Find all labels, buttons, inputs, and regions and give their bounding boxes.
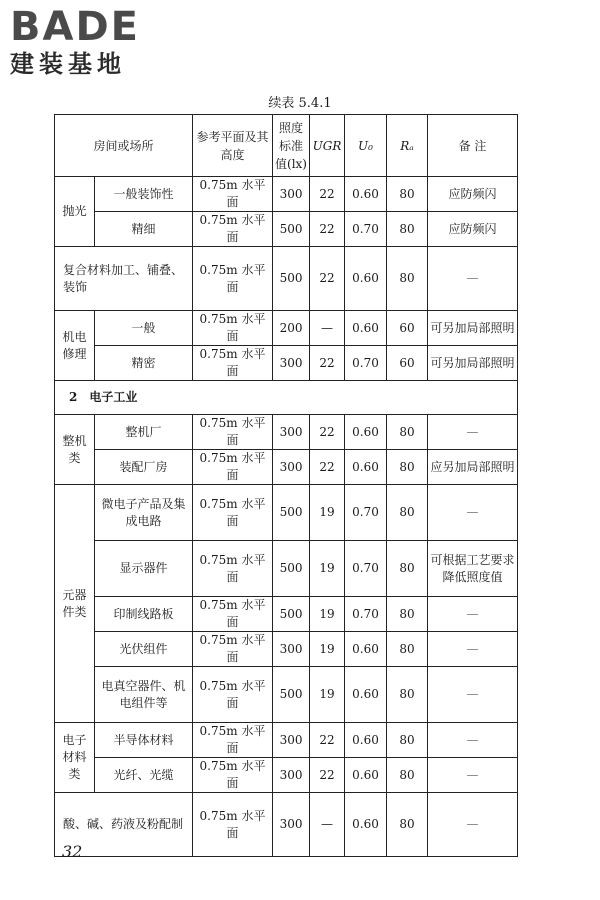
ra-cell: 60 xyxy=(387,346,428,381)
logo-brand: BADE xyxy=(10,4,140,50)
lux-cell: 300 xyxy=(273,415,310,450)
room-name: 一般装饰性 xyxy=(95,177,193,212)
table-row xyxy=(55,758,518,793)
plane-cell: 0.75m 水平面 xyxy=(193,346,273,381)
lux-cell: 200 xyxy=(273,311,310,346)
lux-cell: 300 xyxy=(273,793,310,857)
table-row xyxy=(55,346,518,381)
group-cell: 机电修理 xyxy=(55,311,95,381)
header-room: 房间或场所 xyxy=(55,115,193,177)
room-name: 装配厂房 xyxy=(95,450,193,485)
plane-cell: 0.75m 水平面 xyxy=(193,212,273,247)
plane-cell: 0.75m 水平面 xyxy=(193,311,273,346)
table-row xyxy=(55,450,518,485)
u0-cell: 0.60 xyxy=(345,247,387,311)
room-name: 一般 xyxy=(95,311,193,346)
u0-cell: 0.60 xyxy=(345,667,387,723)
room-name: 复合材料加工、铺叠、装饰 xyxy=(55,247,193,311)
u0-cell: 0.60 xyxy=(345,177,387,212)
plane-cell: 0.75m 水平面 xyxy=(193,247,273,311)
room-name: 印制线路板 xyxy=(95,597,193,632)
lux-cell: 500 xyxy=(273,485,310,541)
u0-cell: 0.70 xyxy=(345,346,387,381)
note-cell: 应防频闪 xyxy=(428,177,518,212)
room-name: 电真空器件、机电组件等 xyxy=(95,667,193,723)
u0-cell: 0.70 xyxy=(345,541,387,597)
ra-cell: 80 xyxy=(387,758,428,793)
ugr-cell: 22 xyxy=(310,758,345,793)
u0-cell: 0.60 xyxy=(345,758,387,793)
lux-cell: 300 xyxy=(273,450,310,485)
ugr-cell: — xyxy=(310,793,345,857)
lux-cell: 300 xyxy=(273,177,310,212)
note-cell: — xyxy=(428,758,518,793)
table-row xyxy=(55,632,518,667)
room-name: 光纤、光缆 xyxy=(95,758,193,793)
note-cell: — xyxy=(428,632,518,667)
note-cell: 应防频闪 xyxy=(428,212,518,247)
ra-cell: 80 xyxy=(387,541,428,597)
u0-cell: 0.70 xyxy=(345,485,387,541)
table-row xyxy=(55,541,518,597)
ra-cell: 80 xyxy=(387,247,428,311)
plane-cell: 0.75m 水平面 xyxy=(193,450,273,485)
lux-cell: 300 xyxy=(273,632,310,667)
u0-cell: 0.70 xyxy=(345,597,387,632)
plane-cell: 0.75m 水平面 xyxy=(193,667,273,723)
group-cell: 整机类 xyxy=(55,415,95,485)
room-name: 微电子产品及集成电路 xyxy=(95,485,193,541)
plane-cell: 0.75m 水平面 xyxy=(193,415,273,450)
table-row xyxy=(55,667,518,723)
plane-cell: 0.75m 水平面 xyxy=(193,793,273,857)
plane-cell: 0.75m 水平面 xyxy=(193,541,273,597)
table-caption: 续表 5.4.1 xyxy=(268,96,332,111)
table-row xyxy=(55,485,518,541)
ugr-cell: — xyxy=(310,311,345,346)
ugr-cell: 22 xyxy=(310,212,345,247)
plane-cell: 0.75m 水平面 xyxy=(193,723,273,758)
header-ugr: UGR xyxy=(310,115,345,177)
u0-cell: 0.60 xyxy=(345,723,387,758)
header-row xyxy=(55,115,518,177)
lux-cell: 500 xyxy=(273,247,310,311)
table-row xyxy=(55,247,518,311)
section-row xyxy=(55,381,518,415)
room-name: 酸、碱、药液及粉配制 xyxy=(55,793,193,857)
room-name: 光伏组件 xyxy=(95,632,193,667)
ra-cell: 60 xyxy=(387,311,428,346)
ra-cell: 80 xyxy=(387,723,428,758)
brand-logo xyxy=(10,6,180,78)
note-cell: 可根据工艺要求降低照度值 xyxy=(428,541,518,597)
room-name: 精细 xyxy=(95,212,193,247)
lux-cell: 500 xyxy=(273,667,310,723)
note-cell: 应另加局部照明 xyxy=(428,450,518,485)
header-u0: U₀ xyxy=(345,115,387,177)
ra-cell: 80 xyxy=(387,212,428,247)
ra-cell: 80 xyxy=(387,793,428,857)
lux-cell: 500 xyxy=(273,541,310,597)
note-cell: — xyxy=(428,793,518,857)
table-row xyxy=(55,415,518,450)
page-number: 32 xyxy=(62,842,83,861)
room-name: 显示器件 xyxy=(95,541,193,597)
note-cell: 可另加局部照明 xyxy=(428,346,518,381)
plane-cell: 0.75m 水平面 xyxy=(193,597,273,632)
u0-cell: 0.70 xyxy=(345,212,387,247)
note-cell: — xyxy=(428,667,518,723)
illuminance-standard-table xyxy=(54,114,518,857)
header-ra: Rₐ xyxy=(387,115,428,177)
note-cell: — xyxy=(428,485,518,541)
table-row xyxy=(55,723,518,758)
note-cell: — xyxy=(428,723,518,758)
header-plane: 参考平面及其高度 xyxy=(193,115,273,177)
group-cell: 电子材料类 xyxy=(55,723,95,793)
u0-cell: 0.60 xyxy=(345,311,387,346)
note-cell: 可另加局部照明 xyxy=(428,311,518,346)
ra-cell: 80 xyxy=(387,667,428,723)
lux-cell: 300 xyxy=(273,723,310,758)
plane-cell: 0.75m 水平面 xyxy=(193,758,273,793)
group-cell: 元器件类 xyxy=(55,485,95,723)
ra-cell: 80 xyxy=(387,632,428,667)
plane-cell: 0.75m 水平面 xyxy=(193,485,273,541)
lux-cell: 300 xyxy=(273,346,310,381)
ra-cell: 80 xyxy=(387,450,428,485)
table-row xyxy=(55,212,518,247)
lux-cell: 500 xyxy=(273,212,310,247)
ugr-cell: 19 xyxy=(310,597,345,632)
room-name: 半导体材料 xyxy=(95,723,193,758)
group-cell: 抛光 xyxy=(55,177,95,247)
ugr-cell: 22 xyxy=(310,346,345,381)
note-cell: — xyxy=(428,597,518,632)
ugr-cell: 22 xyxy=(310,723,345,758)
table-row xyxy=(55,311,518,346)
ugr-cell: 19 xyxy=(310,541,345,597)
ugr-cell: 22 xyxy=(310,177,345,212)
u0-cell: 0.60 xyxy=(345,415,387,450)
room-name: 整机厂 xyxy=(95,415,193,450)
note-cell: — xyxy=(428,415,518,450)
ugr-cell: 22 xyxy=(310,415,345,450)
plane-cell: 0.75m 水平面 xyxy=(193,632,273,667)
ugr-cell: 19 xyxy=(310,485,345,541)
u0-cell: 0.60 xyxy=(345,793,387,857)
table-row xyxy=(55,177,518,212)
table-row xyxy=(55,793,518,857)
room-name: 精密 xyxy=(95,346,193,381)
section-title: 2 电子工业 xyxy=(55,381,518,415)
ugr-cell: 19 xyxy=(310,667,345,723)
table-row xyxy=(55,597,518,632)
ugr-cell: 19 xyxy=(310,632,345,667)
note-cell: — xyxy=(428,247,518,311)
ra-cell: 80 xyxy=(387,485,428,541)
plane-cell: 0.75m 水平面 xyxy=(193,177,273,212)
lux-cell: 300 xyxy=(273,758,310,793)
logo-subtitle: 建装基地 xyxy=(10,50,126,78)
u0-cell: 0.60 xyxy=(345,632,387,667)
lux-cell: 500 xyxy=(273,597,310,632)
u0-cell: 0.60 xyxy=(345,450,387,485)
header-lux: 照度标准值(lx) xyxy=(273,115,310,177)
ra-cell: 80 xyxy=(387,597,428,632)
ra-cell: 80 xyxy=(387,177,428,212)
ra-cell: 80 xyxy=(387,415,428,450)
ugr-cell: 22 xyxy=(310,247,345,311)
ugr-cell: 22 xyxy=(310,450,345,485)
header-note: 备 注 xyxy=(428,115,518,177)
